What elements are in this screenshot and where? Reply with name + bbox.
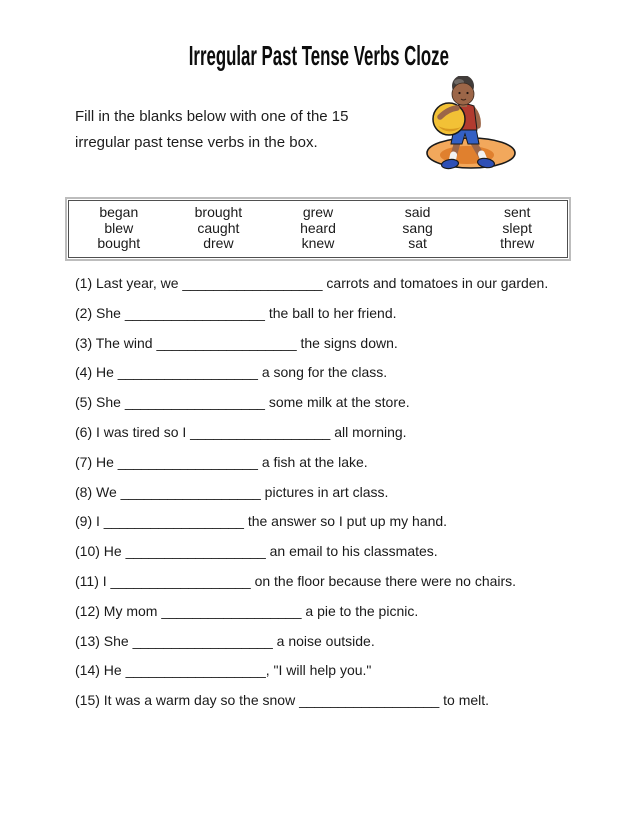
blank-line: __________________	[117, 453, 258, 470]
blank-line: __________________	[190, 423, 331, 440]
sentence-post: the signs down.	[296, 334, 398, 351]
sentence-pre: (6) I was tired so I	[75, 423, 191, 440]
blank-line: __________________	[156, 334, 297, 351]
sentence-pre: (7) He	[75, 453, 118, 470]
sentence-item	[75, 604, 620, 618]
word-bank-word: sang	[402, 219, 433, 236]
sentence-pre: (10) He	[75, 543, 126, 560]
word-bank-word: blew	[104, 219, 134, 236]
word-bank-word: slept	[502, 219, 532, 236]
sentence-pre: (2) She	[75, 304, 125, 321]
sentence-post: all morning.	[330, 423, 407, 440]
blank-line: __________________	[103, 513, 244, 530]
sentence-post: an email to his classmates.	[265, 543, 438, 560]
sentence-post: carrots and tomatoes in our garden.	[322, 275, 549, 291]
word-bank-word: grew	[302, 204, 334, 220]
blank-line: __________________	[125, 543, 266, 560]
word-bank-word: knew	[301, 235, 335, 251]
sentence-post: the answer so I put up my hand.	[243, 513, 448, 530]
word-bank-box	[68, 200, 568, 258]
blank-line: __________________	[124, 394, 265, 411]
page-title-text: Irregular Past Tense Verbs Cloze	[188, 40, 450, 71]
sentence-post: a song for the class.	[257, 364, 388, 381]
sentence-pre: (5) She	[75, 394, 125, 411]
blank-line: __________________	[120, 483, 261, 500]
sentence-post: to melt.	[439, 692, 490, 709]
blank-line: __________________	[124, 304, 265, 321]
sentence-pre: (14) He	[75, 662, 126, 679]
sentence-item	[75, 544, 620, 558]
sentence-post: pictures in art class.	[260, 483, 389, 500]
sentence-pre: (8) We	[75, 483, 121, 500]
sentence-item	[75, 425, 620, 439]
sentence-item	[75, 276, 620, 290]
sentence-pre: (3) The wind	[75, 334, 157, 351]
sentence-item	[75, 455, 620, 469]
sentence-post: , "I will help you."	[265, 662, 372, 679]
word-bank-word: brought	[194, 204, 243, 220]
word-bank-word: said	[404, 204, 431, 220]
blank-line: __________________	[299, 692, 440, 709]
word-bank-word: heard	[300, 219, 336, 236]
sentence-item	[75, 663, 620, 677]
blank-line: __________________	[132, 632, 273, 649]
sentence-pre: (13) She	[75, 632, 133, 649]
word-bank-word: bought	[97, 235, 141, 251]
word-bank-word: caught	[197, 219, 240, 236]
sentence-pre: (9) I	[75, 513, 104, 530]
sentence-post: a pie to the picnic.	[301, 602, 419, 619]
sentence-item	[75, 574, 620, 588]
sentence-pre: (15) It was a warm day so the snow	[75, 692, 300, 709]
instructions-line-1: Fill in the blanks below with one of the 15	[75, 108, 349, 125]
blank-line: __________________	[110, 572, 251, 589]
sentence-item	[75, 514, 620, 528]
boy-head	[452, 83, 474, 105]
instructions-line-2: irregular past tense verbs in the box.	[75, 134, 318, 151]
sentence-post: a noise outside.	[272, 632, 375, 649]
word-bank-word: drew	[203, 235, 234, 251]
word-bank-word: sat	[408, 235, 427, 251]
instructions-text	[75, 104, 349, 156]
boy-left-eye	[458, 92, 460, 94]
blank-line: __________________	[117, 364, 258, 381]
sentence-item	[75, 395, 620, 409]
sentence-post: on the floor because there were no chairs.	[250, 572, 517, 589]
sentence-item	[75, 365, 620, 379]
sentence-item	[75, 336, 620, 350]
sentence-pre: (1) Last year, we	[75, 275, 183, 291]
boy-right-eye	[466, 92, 468, 94]
page-title	[0, 36, 638, 73]
sentence-list	[75, 276, 620, 723]
sentence-pre: (4) He	[75, 364, 118, 381]
blank-line: __________________	[182, 275, 323, 291]
word-bank-word: threw	[500, 235, 535, 251]
blank-line: __________________	[125, 662, 266, 679]
word-bank-word: sent	[503, 204, 531, 220]
boy-basketball-illustration	[424, 76, 518, 172]
sentence-pre: (11) I	[75, 572, 111, 589]
word-bank-word: began	[99, 204, 139, 220]
sentence-post: some milk at the store.	[264, 394, 410, 411]
sentence-post: the ball to her friend.	[264, 304, 397, 321]
sentence-item	[75, 485, 620, 499]
sentence-item	[75, 634, 620, 648]
sentence-item	[75, 306, 620, 320]
sentence-post: a fish at the lake.	[257, 453, 368, 470]
blank-line: __________________	[161, 602, 302, 619]
sentence-pre: (12) My mom	[75, 602, 162, 619]
sentence-item	[75, 693, 620, 707]
boy-basketball-icon	[424, 76, 518, 172]
